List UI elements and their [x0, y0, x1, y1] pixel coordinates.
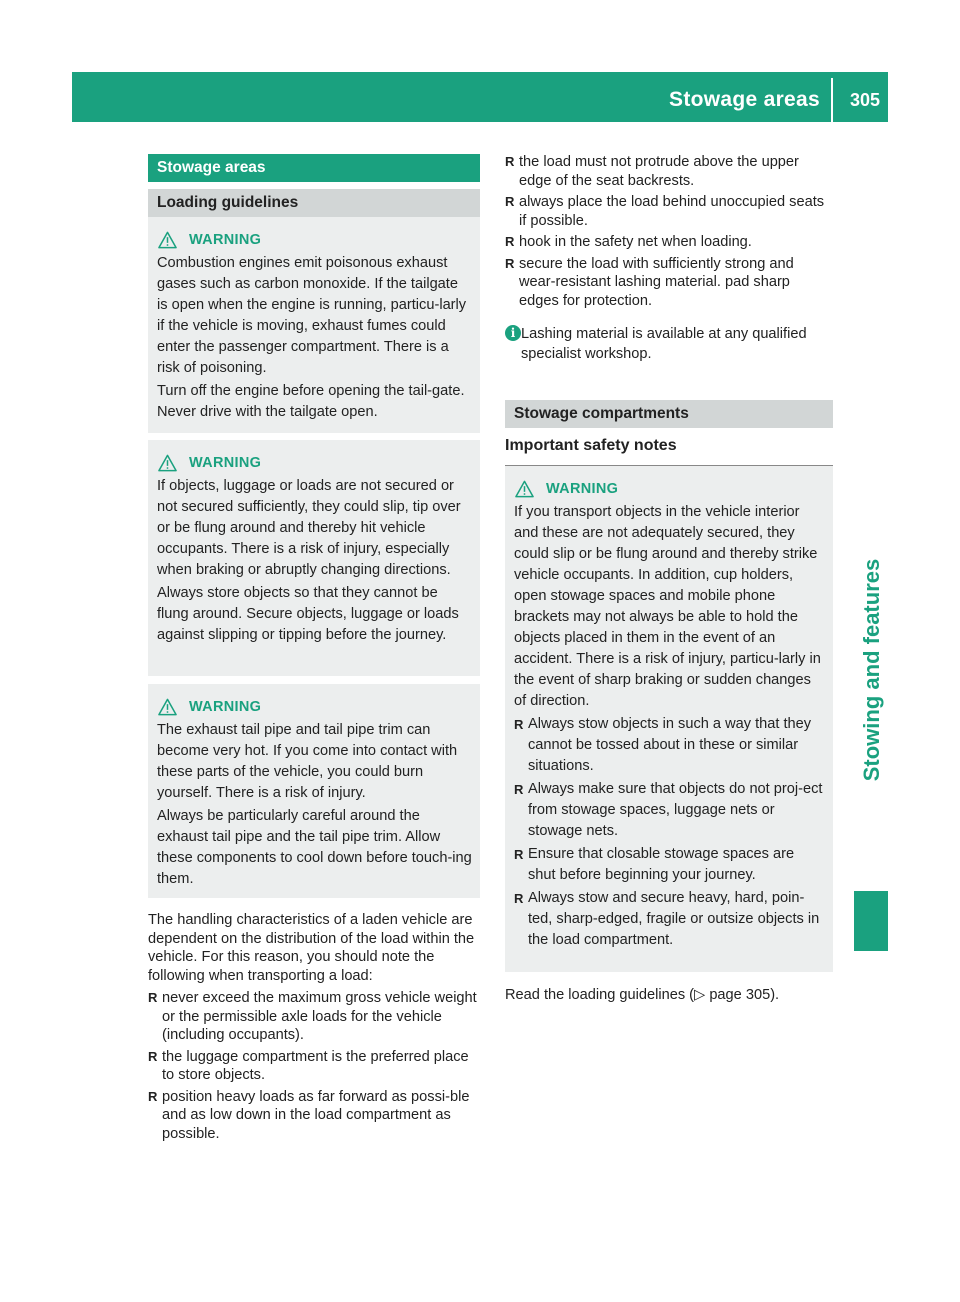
- warning-text: If objects, luggage or loads are not secured or not secured sufficiently, they could slip, tip over or be flung around and thereby hit vehicle occupants. There is a risk of injury, especially when braking or abruptly changing directions.: [157, 478, 461, 578]
- list-item: R the luggage compartment is the preferred place to store objects.: [148, 1048, 480, 1085]
- warning-box-stowage: [505, 466, 833, 972]
- intro-text: The handling characteristics of a laden vehicle are dependent on the distribution of the load within the vehicle. For this reason, you should note the following when transporting a load:: [148, 912, 475, 984]
- list-item: R Always stow objects in such a way that they cannot be tossed about in these or similar situations.: [514, 714, 825, 777]
- warning-triangle-icon: [158, 454, 177, 472]
- page-reference: Read the loading guidelines (▷ page 305).: [505, 987, 780, 1003]
- page-header: [72, 72, 888, 122]
- warning-triangle-icon: [158, 231, 177, 249]
- warning-title: WARNING: [189, 455, 262, 471]
- list-item: R always place the load behind unoccupied seats if possible.: [505, 193, 833, 230]
- list-item: R never exceed the maximum gross vehicle weight or the permissible axle loads for the vehicle (including occupants).: [148, 989, 480, 1045]
- warning-text: If you transport objects in the vehicle interior and these are not adequately secured, they could slip or be flung around and thereby strike vehicle occupants. In addition, cup holders, open stowage spaces and mobile phone brackets may not always be able to hold the objects placed in them in the event of an accident. There is a risk of injury, particu-larly in the event of sharp braking or sudden changes of direction.: [514, 504, 821, 709]
- section-title: Stowage areas: [148, 154, 480, 182]
- list-item: R position heavy loads as far forward as possi-ble and as low down in the load compartment as possible.: [148, 1088, 480, 1144]
- info-text: Lashing material is available at any qualified specialist workshop.: [521, 326, 807, 362]
- info-icon: i: [505, 325, 521, 341]
- header-divider: [831, 78, 833, 122]
- page-number: 305: [849, 90, 880, 110]
- list-item: R Ensure that closable stowage spaces are shut before beginning your journey.: [514, 844, 825, 886]
- warning-box-exhaust: [148, 217, 480, 433]
- warning-title: WARNING: [189, 232, 262, 248]
- section-heading: Important safety notes: [505, 437, 833, 466]
- subsection-title: Loading guidelines: [148, 189, 480, 217]
- list-item: R Always make sure that objects do not proj-ect from stowage spaces, luggage nets or stowage nets.: [514, 779, 825, 842]
- warning-box-hot-exhaust: [148, 684, 480, 898]
- warning-text: Always be particularly careful around the exhaust tail pipe and the tail pipe trim. Allow these components to cool down before touch-ing them.: [157, 808, 472, 887]
- list-item: R Always stow and secure heavy, hard, poin-ted, sharp-edged, fragile or outsize objects in the load compartment.: [514, 888, 825, 951]
- side-tab: [852, 455, 892, 885]
- loading-bullets: [148, 989, 480, 1143]
- subsection-title: Stowage compartments: [505, 400, 833, 428]
- list-item: R hook in the safety net when loading.: [505, 233, 833, 252]
- loading-intro: [148, 911, 480, 1146]
- info-note: [505, 324, 833, 364]
- warning-bullets: [514, 714, 825, 951]
- warning-triangle-icon: [158, 698, 177, 716]
- loading-bullets-continued: [505, 153, 833, 313]
- header-title: Stowage areas: [669, 88, 820, 111]
- list-item: R secure the load with sufficiently strong and wear-resistant lashing material. pad sharp edges for protection.: [505, 255, 833, 311]
- list-item: R the load must not protrude above the upper edge of the seat backrests.: [505, 153, 833, 190]
- warning-text: Always store objects so that they cannot be flung around. Secure objects, luggage or loads against slipping or tipping before the journey.: [157, 585, 459, 643]
- warning-title: WARNING: [546, 481, 619, 497]
- warning-text: Turn off the engine before opening the tail-gate. Never drive with the tailgate open.: [157, 383, 465, 420]
- warning-title: WARNING: [189, 699, 262, 715]
- warning-triangle-icon: [515, 480, 534, 498]
- warning-text: The exhaust tail pipe and tail pipe trim can become very hot. If you come into contact with these parts of the vehicle, you could burn yourself. There is a risk of injury.: [157, 722, 458, 801]
- side-tab-marker: [854, 891, 888, 951]
- warning-box-unsecured-loads: [148, 440, 480, 676]
- warning-text: Combustion engines emit poisonous exhaust gases such as carbon monoxide. If the tailgate is open when the engine is running, particu-larly if the vehicle is moving, exhaust fumes could enter the passenger compartment. There is a risk of poisoning.: [157, 255, 467, 376]
- side-tab-label: Stowing and features: [859, 558, 884, 782]
